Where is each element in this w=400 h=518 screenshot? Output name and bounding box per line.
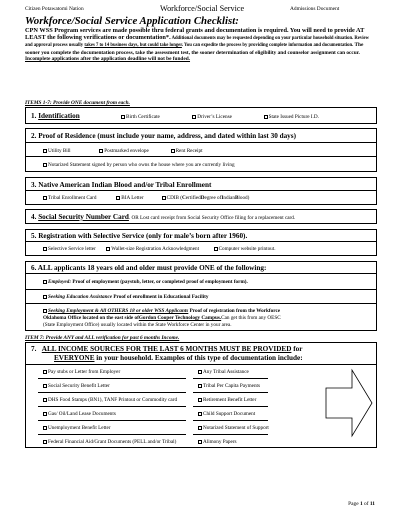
checkbox[interactable]	[99, 149, 103, 153]
checkbox[interactable]	[162, 196, 166, 200]
checkbox[interactable]	[43, 196, 47, 200]
section-income: 7. ALL INCOME SOURCES FOR THE LAST 6 MONTHS MUST BE PROVIDED for EVERYONE in your household. Examples of this type of documentation include: Pay stubs or Letter from Employer Social Security Benefit Letter DHS Food Stamps (BN1), TANF Printout or Commodity card Gas/ Oil/Land Lease Documents Unemployment Benefit Letter Federal Financial Aid/Grant Documents (PELL and/or Tribal) Any Tribal Assistance Tribal Per Capita Payments Retirement Benefit Letter Child Support Document Notarized Statement of Support Alimony Papers	[25, 342, 377, 448]
list-item: DHS Food Stamps (BN1), TANF Printout or Commodity card	[43, 397, 177, 403]
list-item: Alimony Papers	[198, 439, 237, 445]
arrow-right-icon	[324, 368, 374, 438]
list-item: Tribal Per Capita Payments	[198, 383, 260, 389]
checkbox[interactable]	[43, 398, 47, 402]
items-note: ITEMS 1-7: Provide ONE document from each.	[25, 100, 130, 106]
checkbox[interactable]	[43, 295, 47, 299]
checkbox[interactable]	[43, 247, 47, 251]
item7-note: ITEM 7: Provide ANY and ALL verification for past 6 months Income.	[25, 335, 180, 341]
list-item: Child Support Document	[198, 411, 255, 417]
checkbox[interactable]	[43, 280, 47, 284]
section-ssn: 4. Social Security Number Card. OR Lost card receipt from Social Security Office filing for a replacement card.	[25, 209, 377, 224]
section-applicants-18: 6. ALL applicants 18 years old and older must provide ONE of the following: Employed: Proof of employment (paystub, letter, or completed proof of employment form). Seeking Education Assistance Proof of enrollment in Educational Facility Seeking Employment & All OTHERS 18 or older WSS Applicants Proof of registration from the Workforce Oklahoma Office located on the east side ofGordon Cooper Technology Campus.Can get this from any OESC (State Employment Office) usually located within the State Workforce Center in your area.	[25, 261, 377, 331]
checkbox[interactable]	[43, 384, 47, 388]
checkbox[interactable]	[116, 196, 120, 200]
list-item: Pay stubs or Letter from Employer	[43, 369, 120, 375]
checkbox[interactable]	[43, 163, 47, 167]
list-item: Social Security Benefit Letter	[43, 383, 110, 389]
list-item: Any Tribal Assistance	[198, 369, 249, 375]
header-right: Admissions Document	[290, 6, 340, 12]
checkbox[interactable]	[171, 149, 175, 153]
checkbox[interactable]	[43, 440, 47, 444]
section-identification: 1. Identification Birth Certificate Driver’s License State Issued Picture I.D.	[25, 107, 377, 124]
section-tribal: 3. Native American Indian Blood and/or Tribal Enrollment Tribal Enrollment Card BIA Letter CDIB (CertifiedDegree ofIndianBlood)	[25, 177, 377, 205]
checkbox[interactable]	[198, 412, 202, 416]
intro-text: CPN WSS Program services are made possible thru federal grants and documentation is required. You will need to provide AT LEAST the following verifications or documentation*. Additional documents may be requested depending on your particular household situation. Review and approval process usually takes 7 to 14 business days, but could take longer. You can expedite the process by providing complete information and documentation. The sooner you complete the documentation process, take the assessment test, the sooner determination of eligibility and counselor assignment can occur. Incomplete applications after the application deadline will not be funded.	[25, 27, 369, 63]
list-item: Gas/ Oil/Land Lease Documents	[43, 411, 116, 417]
checkbox[interactable]	[43, 149, 47, 153]
checkbox[interactable]	[198, 370, 202, 374]
checkbox[interactable]	[43, 412, 47, 416]
page-number: Page 1 of 11	[348, 501, 375, 507]
header-center: Workforce/Social Service	[160, 4, 245, 13]
checkbox[interactable]	[106, 247, 110, 251]
list-item: Federal Financial Aid/Grant Documents (PELL and/or Tribal)	[43, 439, 176, 445]
checkbox[interactable]	[198, 440, 202, 444]
checkbox[interactable]	[121, 115, 125, 119]
list-item: Retirement Benefit Letter	[198, 397, 256, 403]
checkbox[interactable]	[43, 426, 47, 430]
section-residence: 2. Proof of Residence (must include your name, address, and dated within last 30 days) Utility Bill Postmarked envelope Rent Receipt Notarized Statement signed by person who owns the house where you are currently living	[25, 128, 377, 172]
section-selective-service: 5. Registration with Selective Service (only for male’s born after 1960). Selective Service letter Wallet-size Registration Acknowledgment Computer website printout.	[25, 229, 377, 256]
header-left: Citizen Potawatomi Nation	[25, 6, 84, 12]
checkbox[interactable]	[43, 309, 47, 313]
checkbox[interactable]	[198, 384, 202, 388]
checkbox[interactable]	[264, 115, 268, 119]
checkbox[interactable]	[43, 370, 47, 374]
page-title: Workforce/Social Service Application Checklist:	[25, 15, 239, 27]
checkbox[interactable]	[214, 247, 218, 251]
checkbox[interactable]	[198, 398, 202, 402]
list-item: Unemployment Benefit Letter	[43, 425, 111, 431]
checkbox[interactable]	[192, 115, 196, 119]
list-item: Notarized Statement of Support	[198, 425, 269, 431]
checkbox[interactable]	[198, 426, 202, 430]
